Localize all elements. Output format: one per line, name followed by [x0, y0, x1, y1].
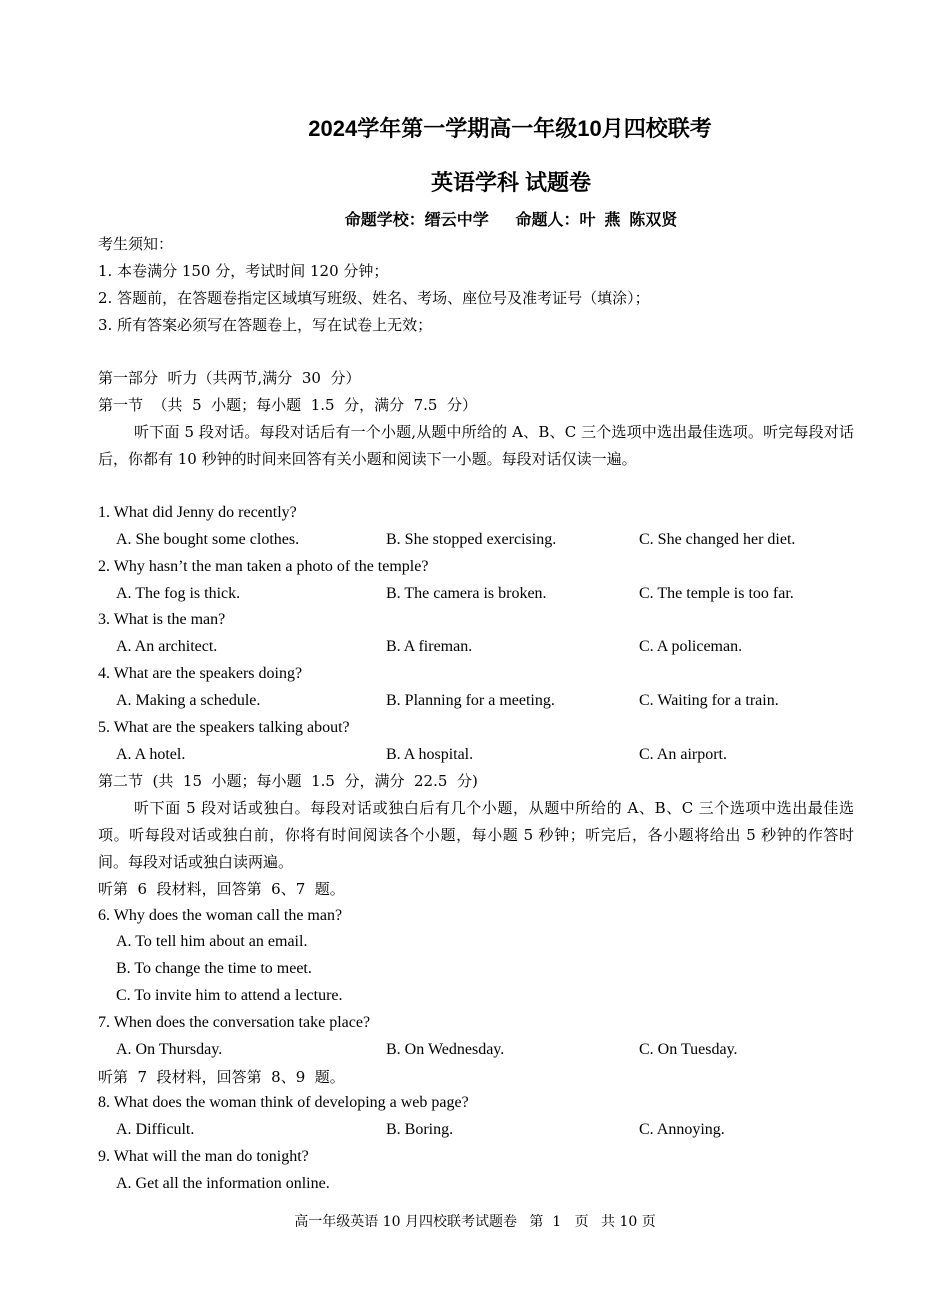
- option-c: C. Waiting for a train.: [639, 692, 779, 709]
- part1-heading: 第一部分 听力（共两节,满分 30 分）: [98, 369, 361, 387]
- section2-heading: 第二节 (共 15 小题；每小题 1.5 分，满分 22.5 分): [98, 772, 478, 790]
- option-c: C. Annoying.: [639, 1121, 725, 1138]
- option-a: A. Making a schedule.: [116, 692, 261, 709]
- section1-instructions: 听下面 5 段对话。每段对话后有一个小题,从题中所给的 A、B、C 三个选项中选出最佳选项。听完每段对话后，你都有 10 秒钟的时间来回答有关小题和阅读下一小题。每段对话仅读一遍。: [98, 423, 854, 468]
- question: 7. When does the conversation take place?: [98, 1014, 371, 1031]
- page-footer: [0, 1211, 950, 1231]
- option-b: B. A fireman.: [386, 638, 473, 655]
- question: 1. What did Jenny do recently?: [98, 504, 297, 521]
- question: 3. What is the man?: [98, 611, 226, 628]
- question: 5. What are the speakers talking about?: [98, 719, 350, 736]
- option-c: C. To invite him to attend a lecture.: [116, 987, 343, 1004]
- option-b: B. Boring.: [386, 1121, 454, 1138]
- question: 9. What will the man do tonight?: [98, 1148, 309, 1165]
- question: 6. Why does the woman call the man?: [98, 907, 343, 924]
- question: 4. What are the speakers doing?: [98, 665, 303, 682]
- material-label: 听第 7 段材料，回答第 8、9 题。: [98, 1068, 345, 1086]
- option-b: B. She stopped exercising.: [386, 531, 557, 548]
- notice-heading: 考生须知：: [98, 235, 174, 253]
- option-b: B. On Wednesday.: [386, 1041, 505, 1058]
- option-a: A. On Thursday.: [116, 1041, 223, 1058]
- option-b: B. To change the time to meet.: [116, 960, 312, 977]
- option-c: C. An airport.: [639, 746, 727, 763]
- option-a: A. A hotel.: [116, 746, 186, 763]
- question: 8. What does the woman think of developing a web page?: [98, 1094, 469, 1111]
- footer-page-number: 第 1 页: [529, 1214, 589, 1230]
- question: 2. Why hasn’t the man taken a photo of the temple?: [98, 558, 429, 575]
- option-a: A. The fog is thick.: [116, 585, 241, 602]
- section1-heading: 第一节 （共 5 小题；每小题 1.5 分，满分 7.5 分）: [98, 396, 478, 414]
- option-c: C. She changed her diet.: [639, 531, 796, 548]
- option-a: A. She bought some clothes.: [116, 531, 300, 548]
- notice-item: 1. 本卷满分 150 分，考试时间 120 分钟；: [98, 262, 389, 280]
- exam-title: 2024学年第一学期高一年级10月四校联考: [308, 116, 712, 141]
- footer-exam-name: 高一年级英语 10 月四校联考试题卷: [294, 1214, 517, 1230]
- option-b: B. Planning for a meeting.: [386, 692, 555, 709]
- section2-instructions: 听下面 5 段对话或独白。每段对话或独白后有几个小题，从题中所给的 A、B、C 三个选项中选出最佳选项。听每段对话或独白前，你将有时间阅读各个小题，每小题 5 秒钟；听完后，各小题将给出 5 秒钟的作答时间。每段对话或独白读两遍。: [98, 799, 854, 871]
- footer-total-pages: 共 10 页: [601, 1214, 656, 1230]
- option-a: A. Difficult.: [116, 1121, 195, 1138]
- material-label: 听第 6 段材料，回答第 6、7 题。: [98, 880, 345, 898]
- option-a: A. An architect.: [116, 638, 218, 655]
- option-b: B. The camera is broken.: [386, 585, 547, 602]
- exam-authors: 命题学校：缙云中学 命题人：叶 燕 陈双贤: [344, 212, 678, 229]
- option-a: A. To tell him about an email.: [116, 933, 308, 950]
- option-c: C. The temple is too far.: [639, 585, 794, 602]
- notice-item: 2. 答题前，在答题卷指定区域填写班级、姓名、考场、座位号及准考证号（填涂）；: [98, 289, 650, 307]
- notice-item: 3. 所有答案必须写在答题卷上，写在试卷上无效；: [98, 316, 433, 334]
- option-c: C. A policeman.: [639, 638, 743, 655]
- option-a: A. Get all the information online.: [116, 1175, 330, 1192]
- option-c: C. On Tuesday.: [639, 1041, 738, 1058]
- option-b: B. A hospital.: [386, 746, 474, 763]
- exam-subtitle: 英语学科 试题卷: [430, 170, 592, 195]
